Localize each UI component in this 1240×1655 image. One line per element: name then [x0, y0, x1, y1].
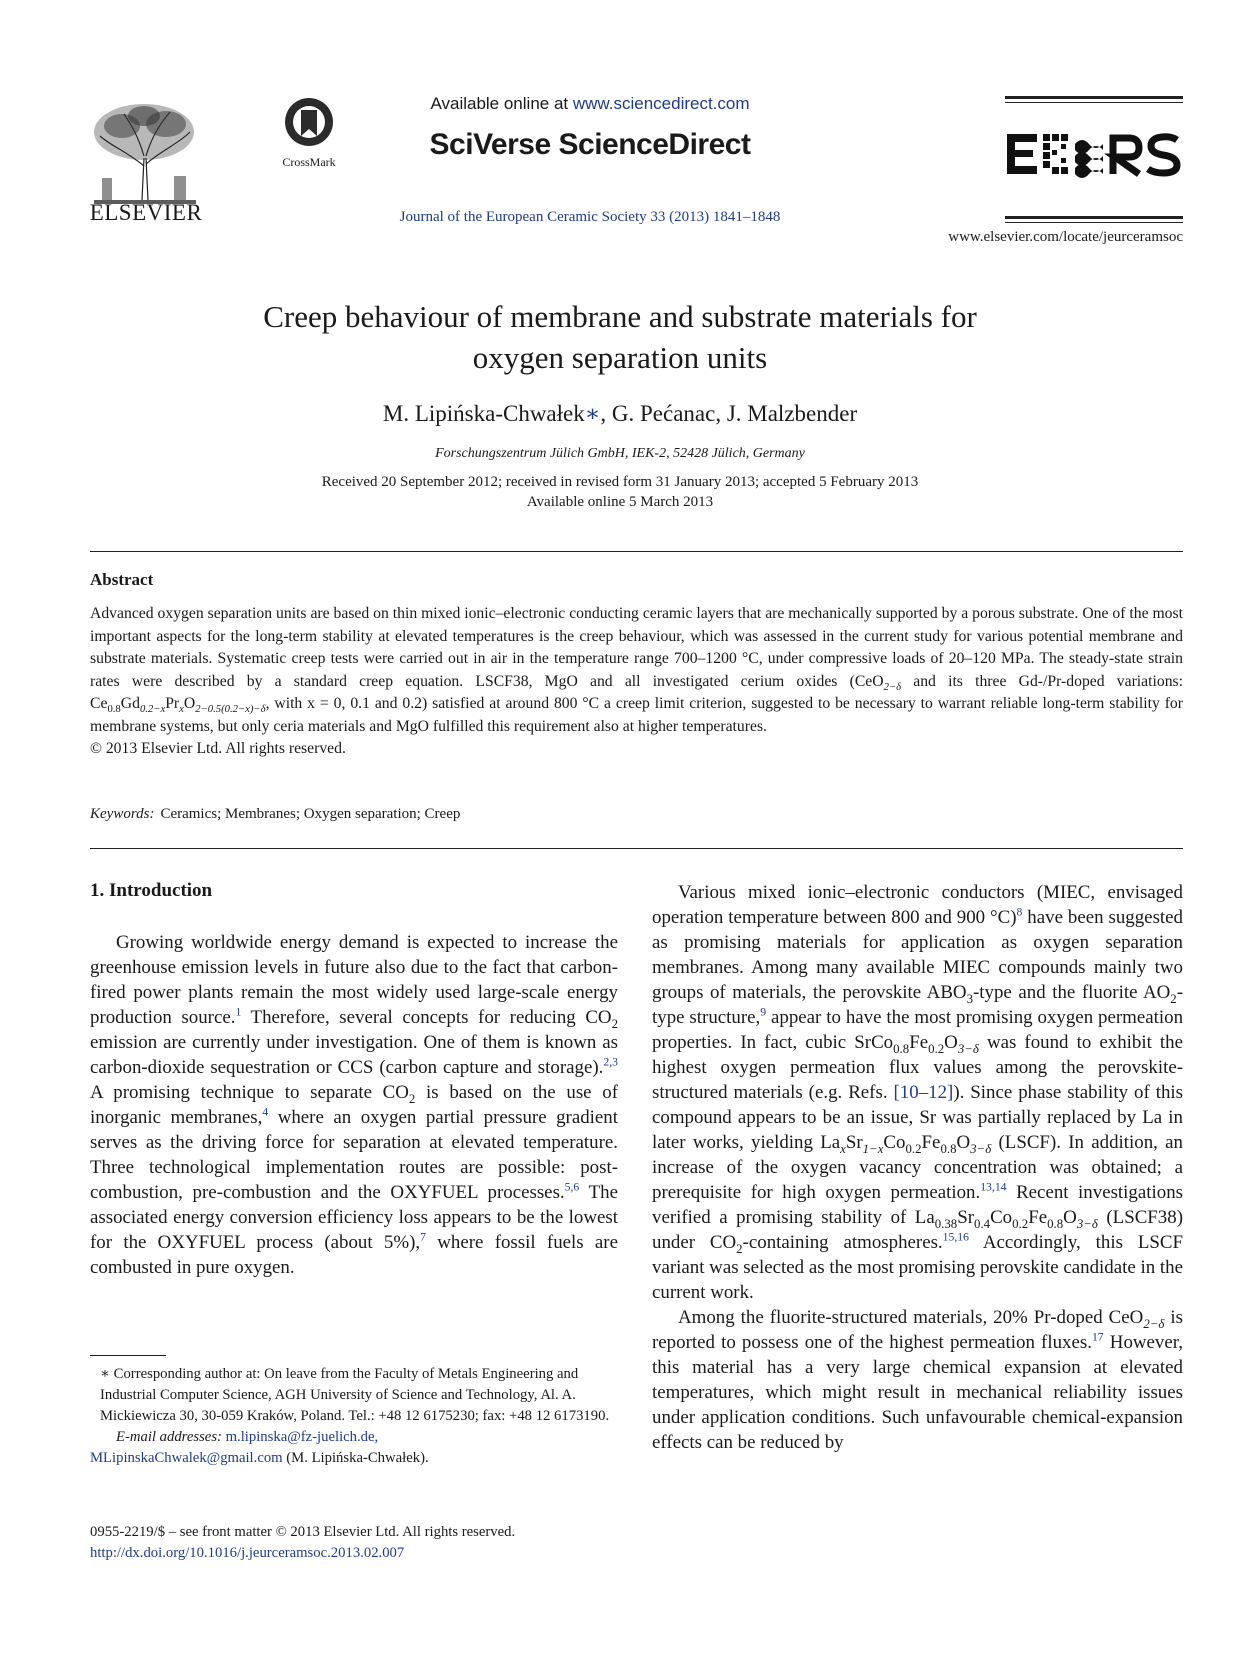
formula-sr: Sr: [957, 1207, 975, 1228]
available-prefix: Available online at: [430, 94, 573, 113]
body-text: -type and the fluorite AO: [973, 982, 1171, 1003]
formula-sub: 2: [736, 1241, 743, 1256]
formula-sub: 0.4: [974, 1216, 991, 1231]
formula-pr: Pr: [165, 695, 180, 712]
citation-link[interactable]: 5,6: [564, 1180, 580, 1194]
formula-sub: 0.2: [1012, 1216, 1029, 1231]
email-link-2[interactable]: MLipinskaChwalek@gmail.com: [90, 1450, 283, 1466]
formula-sub: 3−δ: [1076, 1216, 1098, 1231]
intro-text: where an oxygen partial pressure gradient serves as the driving force for separation at elevated temperature. Three technological implementation routes are possible: post-combustion, pre-combustion and the OXYFUEL processes.: [90, 1107, 618, 1203]
formula-sub: 2−0.5(0.2−x)−δ: [195, 703, 266, 716]
intro-text: is based on the use of inorganic membranes,: [90, 1082, 618, 1128]
ecers-top-rule: [1005, 96, 1183, 99]
available-online-date: Available online 5 March 2013: [526, 494, 714, 510]
right-column-body: [652, 880, 1183, 1455]
front-matter: [90, 1522, 515, 1564]
formula-sub: 0.8: [940, 1141, 957, 1156]
formula-sub: 0.2: [928, 1041, 945, 1056]
citation-link[interactable]: 8: [1016, 905, 1023, 919]
crossmark-icon: [278, 96, 340, 148]
footnote-rule: [90, 1355, 166, 1356]
intro-paragraph-1: [90, 930, 618, 1280]
formula-o: O: [956, 1132, 971, 1153]
footnote-mark: ∗: [100, 1366, 110, 1382]
formula-sub: 0.8: [107, 703, 121, 716]
corresponding-author-mark[interactable]: ∗: [584, 401, 601, 426]
intro-text: Therefore, several concepts for reducing CO: [241, 1007, 612, 1028]
formula-fe: Fe: [1028, 1207, 1048, 1228]
formula-sub: 2: [611, 1016, 618, 1031]
ecers-top-rule-thin: [1005, 102, 1183, 103]
abstract-text-1: Advanced oxygen separation units are based on thin mixed ionic–electronic conducting ceramic layers that are mechanically supported by a porous substrate. One of the most important aspects for the long-term stability at elevated temperatures is the creep behaviour, which was assessed in the current study for various potential membrane and substrate materials. Systematic creep tests were carried out in air in the temperature range 700–1200 °C, under compressive loads of 20–120 MPa. The steady-state strain rates were described by a standard creep equation. LSCF38, MgO and all investigated cerium oxides (: [90, 605, 1183, 690]
intro-text: The associated energy conversion efficiency loss appears to be the lowest for the OXYFUEL process (about 5%),: [90, 1182, 618, 1253]
citation-link[interactable]: 1: [235, 1005, 242, 1019]
crossmark-label: CrossMark: [282, 155, 336, 169]
body-text: was found to exhibit the highest oxygen permeation flux values among the perovskite-structured materials (e.g. Refs.: [652, 1032, 1183, 1103]
abstract-bottom-rule: [90, 848, 1183, 849]
formula-sr: Sr: [845, 1132, 863, 1153]
email-link-1[interactable]: m.lipinska@fz-juelich.de,: [225, 1429, 379, 1445]
body-text: (LSCF38) under CO: [652, 1207, 1183, 1253]
formula-sub: x: [179, 703, 184, 716]
footnote-emails-2: [90, 1448, 618, 1469]
formula-sub: 0.8: [893, 1041, 910, 1056]
keywords-line: [90, 806, 460, 823]
elsevier-wordmark: ELSEVIER: [89, 200, 203, 225]
footnote-emails: [90, 1427, 618, 1448]
body-text: Recent investigations verified a promising stability of La: [652, 1182, 1183, 1228]
ecers-society-logo: [1005, 130, 1183, 178]
citation-link[interactable]: [10–12]: [893, 1082, 954, 1103]
abstract-text-2: and its three Gd-/Pr-doped variations:: [901, 672, 1183, 690]
formula-co: Co: [990, 1207, 1013, 1228]
citation-link[interactable]: 13,14: [980, 1180, 1007, 1194]
fluorite-paragraph: [652, 1305, 1183, 1455]
intro-text: Growing worldwide energy demand is expected to increase the greenhouse emission levels in future also due to the fact that carbon-fired power plants remain the most widely used large-scale energy production source.: [90, 932, 618, 1028]
affiliation: Forschungszentrum Jülich GmbH, IEK-2, 52428 Jülich, Germany: [435, 446, 805, 461]
body-text: appear to have the most promising oxygen permeation properties. In fact, cubic SrCo: [652, 1007, 1184, 1053]
doi-link[interactable]: http://dx.doi.org/10.1016/j.jeurceramsoc.2013.02.007: [90, 1545, 405, 1561]
title-line-2: oxygen separation units: [472, 340, 768, 375]
formula-sub: 2: [408, 1091, 416, 1106]
intro-text: where fossil fuels are combusted in pure oxygen.: [90, 1232, 618, 1278]
sciverse-brand: SciVerse ScienceDirect: [429, 128, 751, 161]
abstract-heading: Abstract: [90, 570, 154, 589]
body-text: Among the fluorite-structured materials, 20% Pr-doped CeO: [678, 1307, 1144, 1328]
author-1: M. Lipińska-Chwałek: [382, 401, 585, 426]
article-history: [160, 472, 1080, 512]
crossmark-badge[interactable]: [278, 96, 340, 170]
keywords-label: Keywords:: [90, 806, 155, 822]
corresponding-author-footnote: [90, 1364, 618, 1469]
intro-text: emission are currently under investigation. One of them is known as carbon-dioxide sequestration or CCS (carbon capture and storage).: [90, 1032, 618, 1078]
abstract-body: [90, 603, 1183, 761]
formula-fe: Fe: [909, 1032, 929, 1053]
section-heading-introduction: 1. Introduction: [90, 880, 213, 901]
formula-sub: 1−x: [862, 1141, 884, 1156]
ecers-bottom-rule-thin: [1005, 222, 1183, 223]
abstract-copyright: © 2013 Elsevier Ltd. All rights reserved.: [90, 740, 346, 757]
formula-sub: 2: [1170, 991, 1177, 1006]
intro-text: A promising technique to separate CO: [90, 1082, 409, 1103]
formula-o: O: [1063, 1207, 1077, 1228]
body-text: (LSCF). In addition, an increase of the oxygen vacancy concentration was obtained; a prerequisite for high oxygen permeation.: [652, 1132, 1183, 1203]
formula-o: O: [944, 1032, 958, 1053]
body-text: Accordingly, this LSCF variant was selected as the most promising perovskite candidate in the current work.: [652, 1232, 1183, 1303]
introduction-body: [90, 930, 618, 1280]
formula-o: O: [183, 695, 196, 712]
ecers-bottom-rule: [1005, 216, 1183, 219]
abstract-text-3: , with x = 0, 0.1 and 0.2) satisfied at around 800 °C a creep limit criterion, suggested to be necessary to warrant reliable long-term stability for membrane systems, but only ceria materials and MgO fulfilled this requirement also at higher temperatures.: [90, 695, 1183, 735]
formula-co: Co: [883, 1132, 906, 1153]
formula-ce: Ce: [90, 695, 108, 712]
journal-reference-link[interactable]: Journal of the European Ceramic Society 33 (2013) 1841–1848: [399, 209, 781, 225]
footnote-text: [90, 1364, 618, 1427]
formula-sub: 3−δ: [957, 1041, 979, 1056]
footnote-body: Corresponding author at: On leave from the Faculty of Metals Engineering and Industrial Computer Science, AGH University of Science and Technology, Al. A. Mickiewicza 30, 30-059 Kraków, Poland. Tel.: +48 12 6175230; fax: +48 12 6173190.: [100, 1366, 610, 1424]
citation-link[interactable]: 2,3: [603, 1055, 618, 1069]
formula-fe: Fe: [921, 1132, 941, 1153]
formula-gd: Gd: [120, 695, 140, 712]
available-online-line: [350, 94, 830, 114]
citation-link[interactable]: 17: [1091, 1330, 1104, 1344]
formula-sub: 3: [966, 991, 973, 1006]
citation-link[interactable]: 15,16: [942, 1230, 969, 1244]
formula-sub: x: [840, 1141, 846, 1156]
formula-sub: 2−δ: [883, 680, 902, 693]
citation-link[interactable]: 7: [420, 1230, 426, 1244]
title-line-1: Creep behaviour of membrane and substrate materials for: [263, 299, 977, 334]
mixed-conductors-paragraph: [652, 880, 1183, 1305]
email-owner: (M. Lipińska-Chwałek).: [282, 1450, 429, 1466]
body-text: is reported to possess one of the highest permeation fluxes.: [652, 1307, 1183, 1353]
formula-sub: 0.2−x: [139, 703, 166, 716]
formula-sub: 0.8: [1047, 1216, 1064, 1231]
abstract-paragraph: [90, 603, 1183, 738]
received-dates: Received 20 September 2012; received in revised form 31 January 2013; accepted 5 February 2013: [321, 474, 919, 490]
body-text: However, this material has a very large chemical expansion at elevated temperatures, which might result in mechanical reliability issues under application conditions. Such unfavourable chemical-expansion effects can be reduced by: [652, 1332, 1183, 1453]
email-label: E-mail addresses:: [116, 1429, 222, 1445]
journal-site-url[interactable]: www.elsevier.com/locate/jeurceramsoc: [948, 229, 1183, 245]
issn-line: 0955-2219/$ – see front matter © 2013 Elsevier Ltd. All rights reserved.: [90, 1524, 516, 1540]
formula-sub: 2−δ: [1143, 1316, 1165, 1331]
body-text: -containing atmospheres.: [742, 1232, 943, 1253]
keywords-list: Ceramics; Membranes; Oxygen separation; Creep: [160, 806, 461, 822]
other-authors: , G. Pećanac, J. Malzbender: [600, 401, 858, 426]
body-text: -type structure,: [652, 982, 1184, 1028]
formula-ceo: CeO: [854, 672, 884, 690]
body-text: Various mixed ionic–electronic conductors (MIEC, envisaged operation temperature between 800 and 900 °C): [652, 882, 1183, 928]
article-title: [160, 296, 1080, 378]
formula-sub: 3−δ: [970, 1141, 992, 1156]
author-list: [160, 401, 1080, 427]
formula-sub: 0.38: [934, 1216, 958, 1231]
formula-sub: 0.2: [905, 1141, 922, 1156]
body-text: ). Since phase stability of this compound appears to be an issue, Sr was partially replaced by La in later works, yielding La: [652, 1082, 1183, 1153]
abstract-top-rule: [90, 551, 1183, 552]
citation-link[interactable]: 9: [760, 1005, 767, 1019]
citation-link[interactable]: 4: [262, 1105, 269, 1119]
sciencedirect-link[interactable]: www.sciencedirect.com: [572, 94, 750, 113]
body-text: have been suggested as promising materials for application as oxygen separation membranes. Among many available MIEC compounds mainly two groups of materials, the perovskite ABO: [652, 907, 1183, 1003]
